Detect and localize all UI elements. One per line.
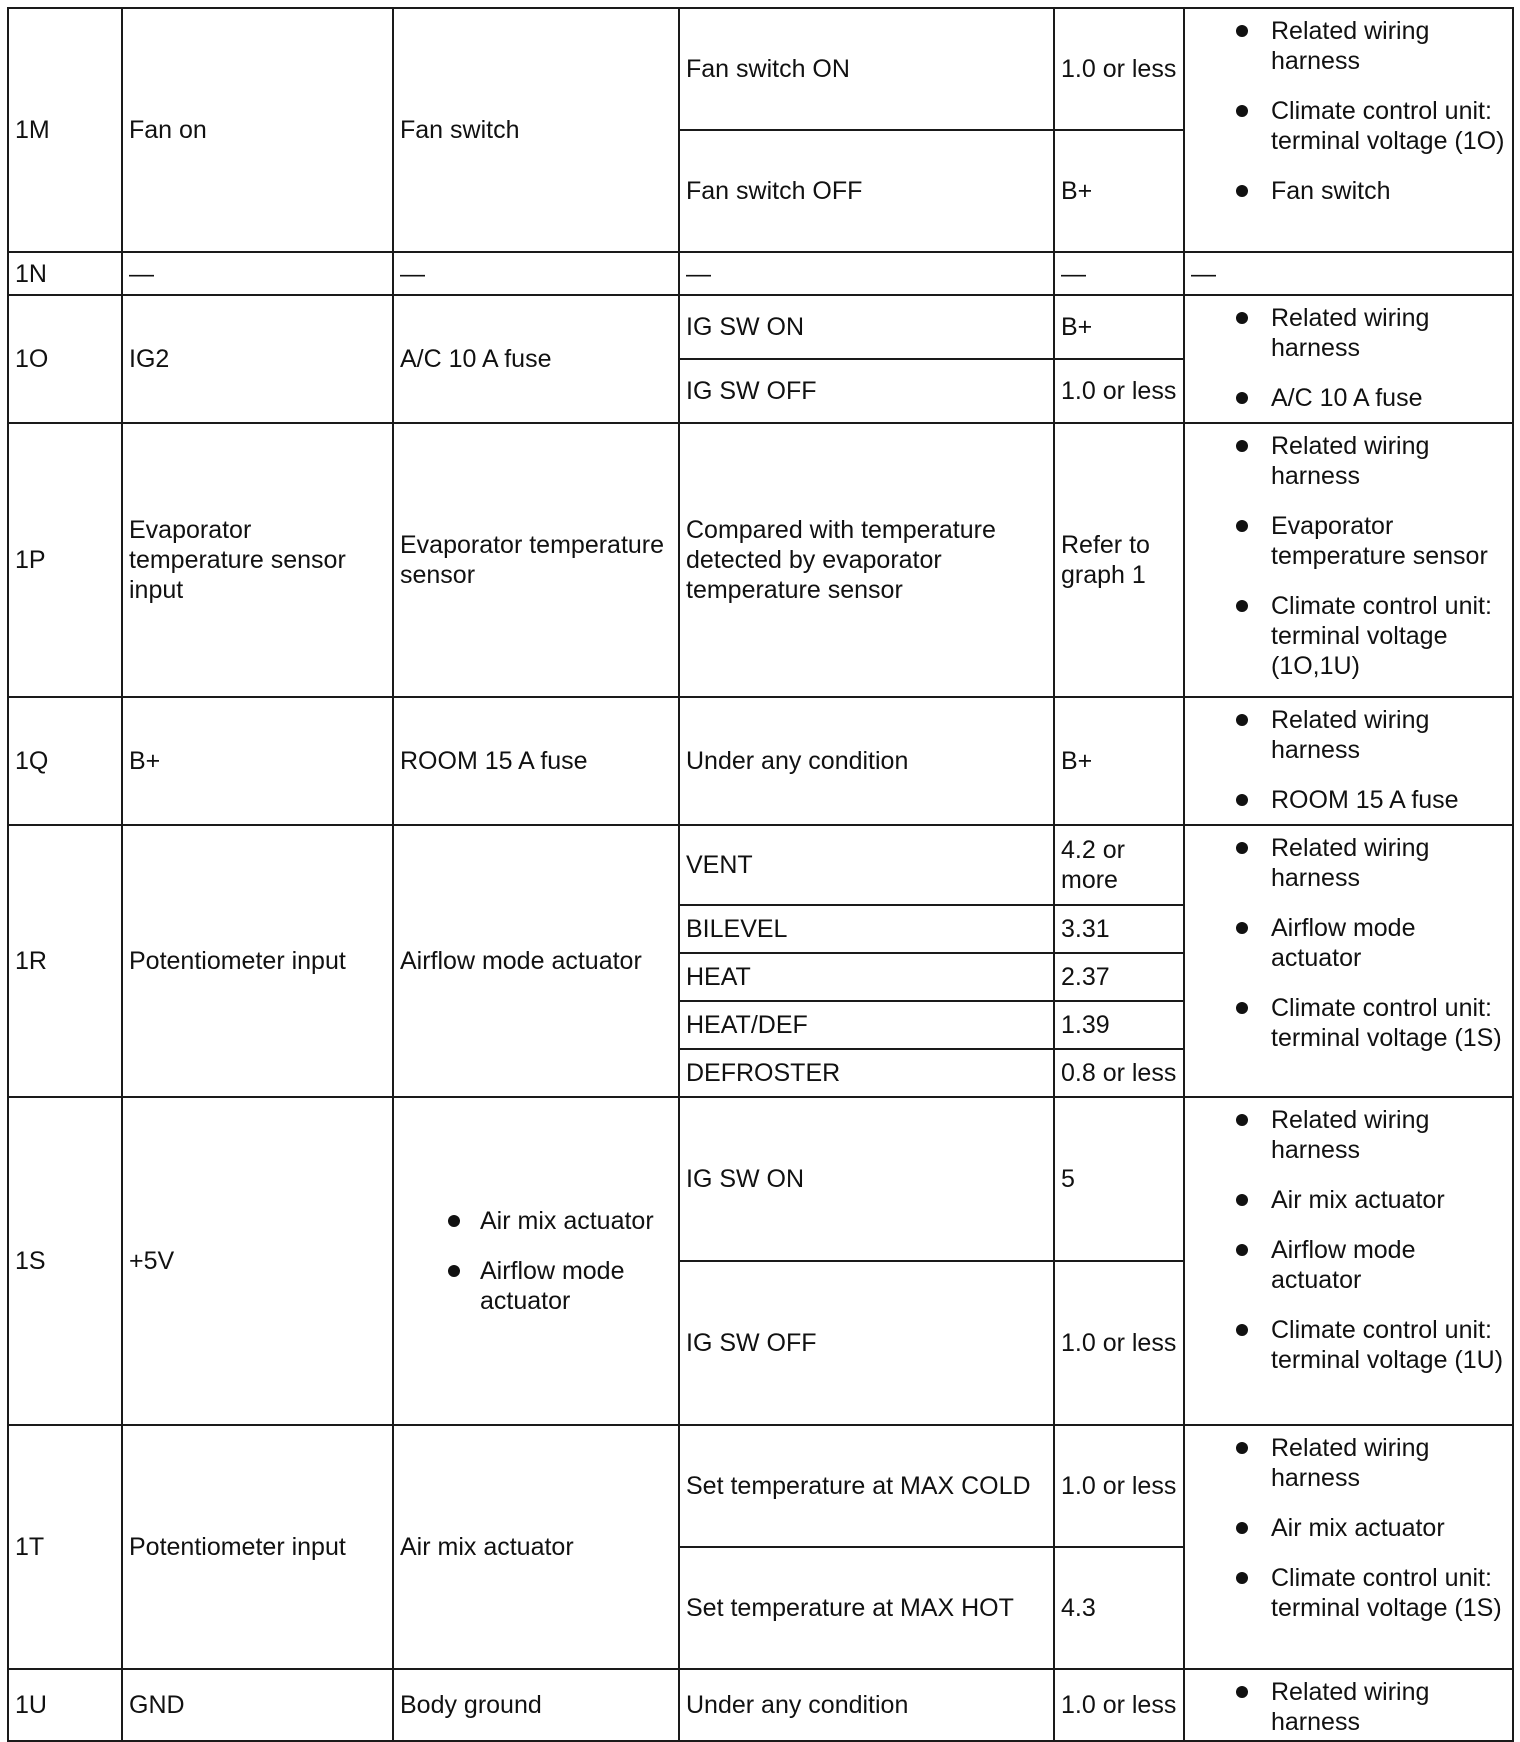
condition-cell: Set temperature at MAX HOT xyxy=(679,1547,1054,1669)
voltage-cell: B+ xyxy=(1054,130,1184,252)
signal-cell: Evaporator temperature sensor input xyxy=(122,423,393,697)
condition-cell: DEFROSTER xyxy=(679,1049,1054,1097)
condition-cell: Fan switch ON xyxy=(679,8,1054,130)
condition-cell: IG SW ON xyxy=(679,295,1054,359)
terminal-voltage-table xyxy=(7,7,1514,1742)
voltage-cell: B+ xyxy=(1054,295,1184,359)
signal-cell: GND xyxy=(122,1669,393,1741)
table-row xyxy=(8,8,1513,130)
inspection-item: Airflow mode actuator xyxy=(1191,1235,1506,1295)
terminal-cell: 1N xyxy=(8,252,122,295)
inspection-item: Climate control unit: terminal voltage (1O) xyxy=(1191,96,1506,156)
inspection-cell xyxy=(1184,1097,1513,1425)
inspection-item: Related wiring harness xyxy=(1191,16,1506,76)
terminal-cell: 1T xyxy=(8,1425,122,1669)
table-row xyxy=(8,825,1513,905)
inspection-item: Climate control unit: terminal voltage (1S) xyxy=(1191,1563,1506,1623)
condition-cell: — xyxy=(679,252,1054,295)
inspection-item: Related wiring harness xyxy=(1191,1105,1506,1165)
inspection-cell xyxy=(1184,825,1513,1097)
inspection-cell xyxy=(1184,1669,1513,1741)
connected-to-cell: Fan switch xyxy=(393,8,679,252)
inspection-item: ROOM 15 A fuse xyxy=(1191,785,1506,815)
table-row xyxy=(8,295,1513,359)
table-row xyxy=(8,697,1513,825)
inspection-item: Climate control unit: terminal voltage (1O,1U) xyxy=(1191,591,1506,681)
connected-to-item: Air mix actuator xyxy=(400,1206,672,1236)
terminal-cell: 1M xyxy=(8,8,122,252)
table-row xyxy=(8,252,1513,295)
condition-cell: Compared with temperature detected by evaporator temperature sensor xyxy=(679,423,1054,697)
condition-cell: BILEVEL xyxy=(679,905,1054,953)
connected-to-cell: A/C 10 A fuse xyxy=(393,295,679,423)
terminal-cell: 1U xyxy=(8,1669,122,1741)
inspection-item: Climate control unit: terminal voltage (1S) xyxy=(1191,993,1506,1053)
inspection-item: Evaporator temperature sensor xyxy=(1191,511,1506,571)
inspection-cell: — xyxy=(1184,252,1513,295)
terminal-cell: 1R xyxy=(8,825,122,1097)
condition-cell: IG SW OFF xyxy=(679,359,1054,423)
connected-to-cell xyxy=(393,1097,679,1425)
inspection-item: Airflow mode actuator xyxy=(1191,913,1506,973)
table-row xyxy=(8,1097,1513,1261)
condition-cell: Under any condition xyxy=(679,697,1054,825)
voltage-cell: 0.8 or less xyxy=(1054,1049,1184,1097)
signal-cell: — xyxy=(122,252,393,295)
inspection-cell xyxy=(1184,697,1513,825)
condition-cell: Under any condition xyxy=(679,1669,1054,1741)
condition-cell: Set temperature at MAX COLD xyxy=(679,1425,1054,1547)
signal-cell: IG2 xyxy=(122,295,393,423)
voltage-cell: 1.0 or less xyxy=(1054,1261,1184,1425)
table-row xyxy=(8,423,1513,697)
signal-cell: Potentiometer input xyxy=(122,825,393,1097)
connected-to-cell: Air mix actuator xyxy=(393,1425,679,1669)
table-row xyxy=(8,1669,1513,1741)
voltage-cell: — xyxy=(1054,252,1184,295)
terminal-cell: 1P xyxy=(8,423,122,697)
inspection-item: A/C 10 A fuse xyxy=(1191,383,1506,413)
voltage-cell: 1.0 or less xyxy=(1054,1425,1184,1547)
terminal-cell: 1Q xyxy=(8,697,122,825)
condition-cell: IG SW ON xyxy=(679,1097,1054,1261)
voltage-cell: 2.37 xyxy=(1054,953,1184,1001)
voltage-cell: 1.0 or less xyxy=(1054,359,1184,423)
voltage-cell: 1.39 xyxy=(1054,1001,1184,1049)
inspection-item: Related wiring harness xyxy=(1191,705,1506,765)
signal-cell: Fan on xyxy=(122,8,393,252)
voltage-cell: 4.3 xyxy=(1054,1547,1184,1669)
inspection-item: Air mix actuator xyxy=(1191,1185,1506,1215)
inspection-item: Air mix actuator xyxy=(1191,1513,1506,1543)
connected-to-cell: Evaporator temperature sensor xyxy=(393,423,679,697)
voltage-cell: Refer to graph 1 xyxy=(1054,423,1184,697)
condition-cell: HEAT xyxy=(679,953,1054,1001)
voltage-cell: 1.0 or less xyxy=(1054,1669,1184,1741)
connected-to-cell: ROOM 15 A fuse xyxy=(393,697,679,825)
inspection-cell xyxy=(1184,295,1513,423)
signal-cell: +5V xyxy=(122,1097,393,1425)
inspection-item: Fan switch xyxy=(1191,176,1506,206)
signal-cell: Potentiometer input xyxy=(122,1425,393,1669)
condition-cell: Fan switch OFF xyxy=(679,130,1054,252)
inspection-cell xyxy=(1184,423,1513,697)
inspection-item: Related wiring harness xyxy=(1191,833,1506,893)
inspection-cell xyxy=(1184,1425,1513,1669)
voltage-cell: 5 xyxy=(1054,1097,1184,1261)
signal-cell: B+ xyxy=(122,697,393,825)
connected-to-cell: Body ground xyxy=(393,1669,679,1741)
connected-to-item: Airflow mode actuator xyxy=(400,1256,672,1316)
voltage-cell: 1.0 or less xyxy=(1054,8,1184,130)
connected-to-cell: — xyxy=(393,252,679,295)
condition-cell: IG SW OFF xyxy=(679,1261,1054,1425)
connected-to-cell: Airflow mode actuator xyxy=(393,825,679,1097)
voltage-cell: 3.31 xyxy=(1054,905,1184,953)
inspection-cell xyxy=(1184,8,1513,252)
inspection-item: Related wiring harness xyxy=(1191,1677,1506,1737)
inspection-item: Related wiring harness xyxy=(1191,303,1506,363)
voltage-cell: 4.2 or more xyxy=(1054,825,1184,905)
voltage-cell: B+ xyxy=(1054,697,1184,825)
table-row xyxy=(8,1425,1513,1547)
terminal-cell: 1S xyxy=(8,1097,122,1425)
inspection-item: Related wiring harness xyxy=(1191,431,1506,491)
inspection-item: Related wiring harness xyxy=(1191,1433,1506,1493)
condition-cell: VENT xyxy=(679,825,1054,905)
condition-cell: HEAT/DEF xyxy=(679,1001,1054,1049)
inspection-item: Climate control unit: terminal voltage (1U) xyxy=(1191,1315,1506,1375)
terminal-cell: 1O xyxy=(8,295,122,423)
